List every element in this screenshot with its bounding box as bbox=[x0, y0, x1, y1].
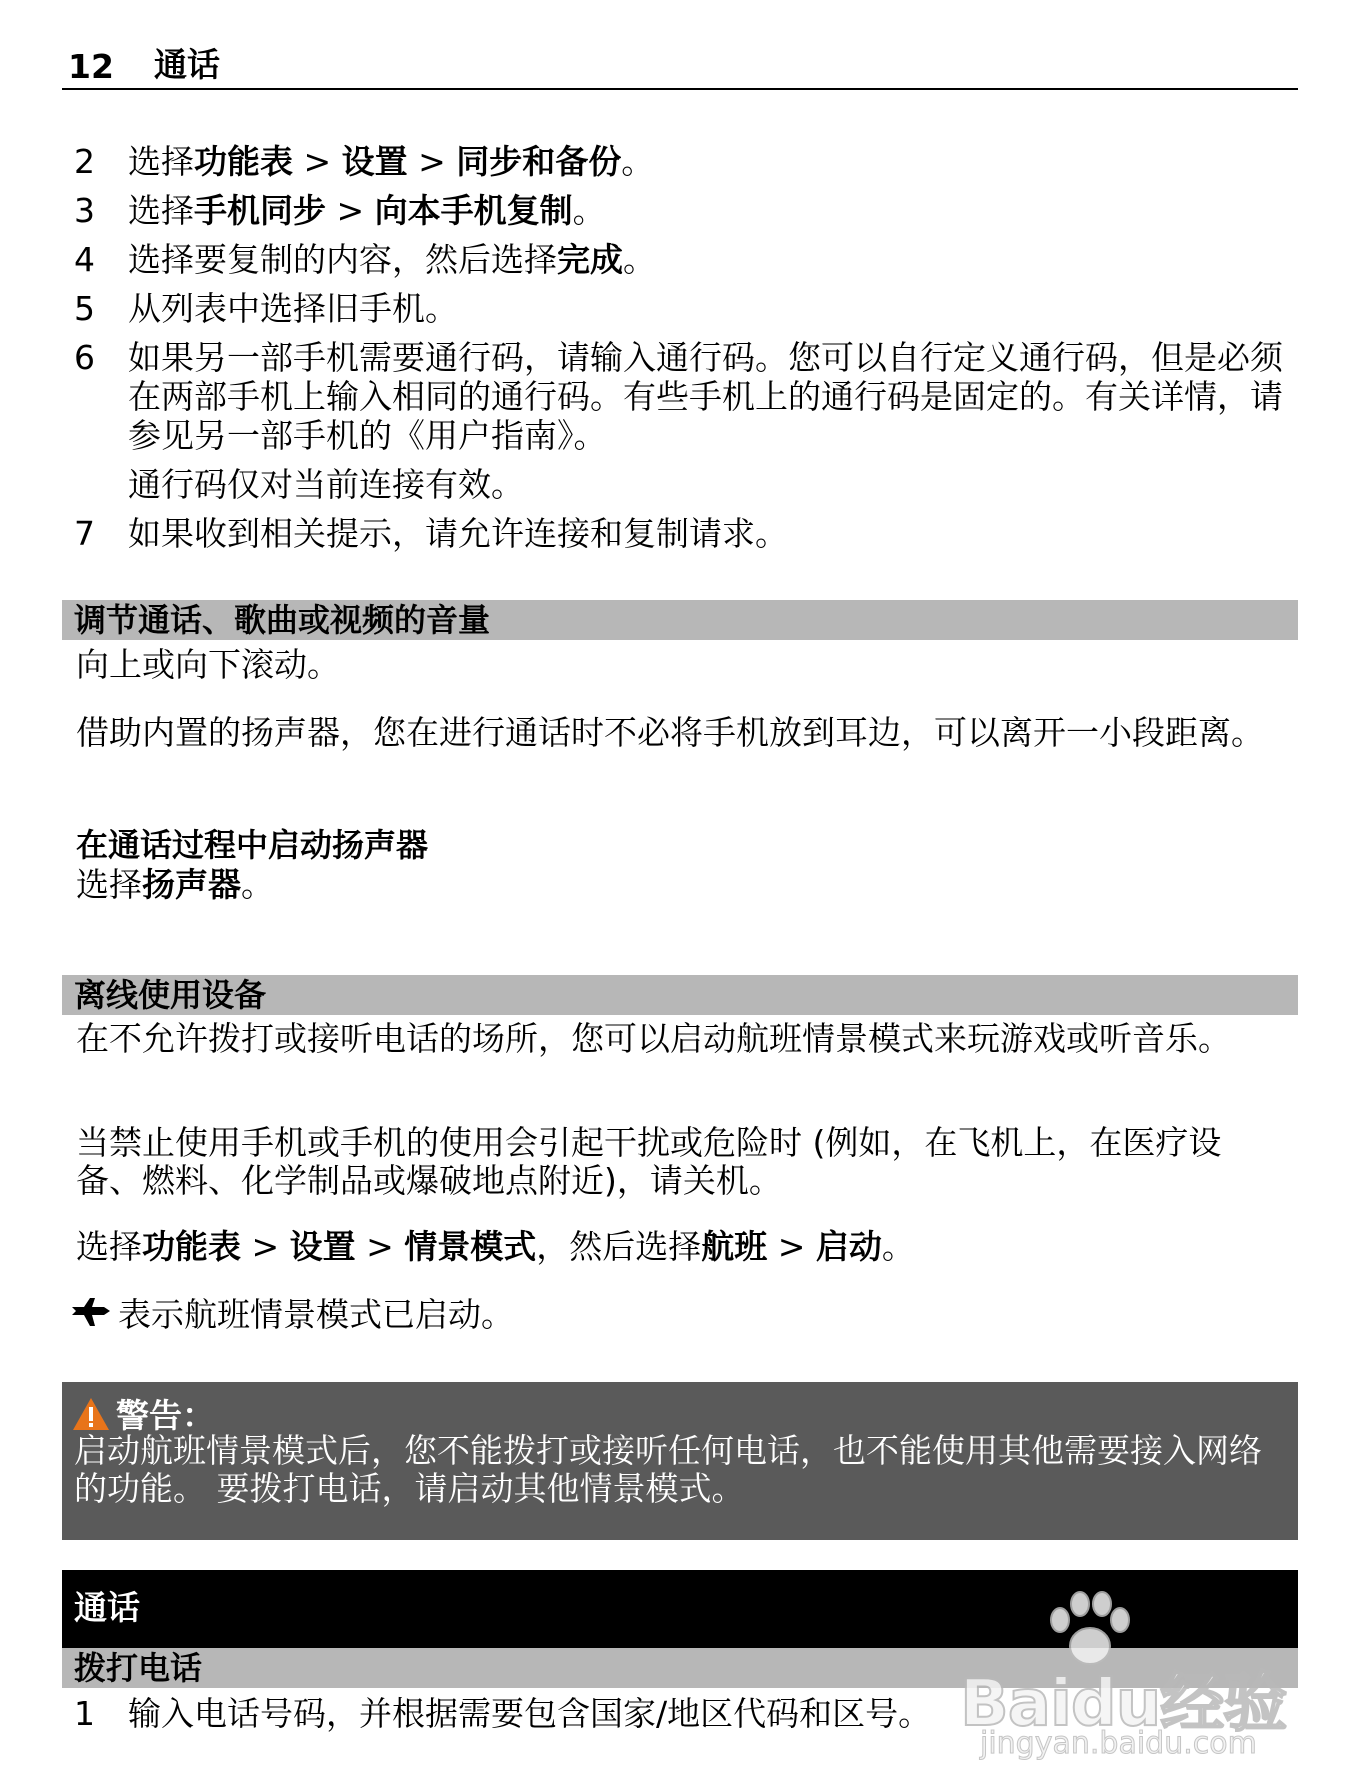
warning-text: 启动航班情景模式后，您不能拨打或接听任何电话，也不能使用其他需要接入网络的功能。 要拨打电话，请启动其他情景模式。 bbox=[74, 1431, 1262, 1508]
page-header bbox=[62, 46, 1298, 90]
step-text: 选择功能表 > 设置 > 同步和备份。 bbox=[128, 142, 655, 181]
airplane-note: 表示航班情景模式已启动。 bbox=[118, 1295, 514, 1334]
step-text: 如果收到相关提示，请允许连接和复制请求。 bbox=[128, 514, 788, 553]
page-number: 12 bbox=[68, 47, 114, 86]
step-body: 如果另一部手机需要通行码，请输入通行码。您可以自行定义通行码，但是必须在两部手机上输入相同的通行码。有些手机上的通行码是固定的。有关详情，请参见另一部手机的《用户指南》。 bbox=[128, 338, 1283, 455]
section-heading-volume bbox=[62, 600, 1298, 640]
warning-label: 警告： bbox=[116, 1396, 215, 1435]
watermark-brand: Baidu经验 bbox=[960, 1667, 1287, 1741]
step-number: 2 bbox=[74, 142, 95, 181]
section-title: 拨打电话 bbox=[74, 1649, 203, 1687]
paragraph: 选择扬声器。 bbox=[76, 865, 274, 904]
list-item bbox=[62, 338, 1298, 504]
step-text: 从列表中选择旧手机。 bbox=[128, 289, 458, 328]
chapter-title: 通话 bbox=[74, 1588, 140, 1627]
warning-triangle-icon bbox=[72, 1396, 110, 1432]
steps-list bbox=[62, 142, 1298, 563]
section-heading-offline bbox=[62, 975, 1298, 1015]
list-item bbox=[62, 142, 1298, 181]
paragraph: 当禁止使用手机或手机的使用会引起干扰或危险时 (例如，在飞机上，在医疗设备、燃料、化学制品或爆破地点附近)，请关机。 bbox=[76, 1123, 1222, 1200]
step-text: 输入电话号码，并根据需要包含国家/地区代码和区号。 bbox=[128, 1694, 932, 1733]
list-item bbox=[62, 289, 1298, 328]
step-number: 5 bbox=[74, 289, 95, 328]
paragraph: 向上或向下滚动。 bbox=[76, 645, 340, 684]
step-text: 选择手机同步 > 向本手机复制。 bbox=[128, 191, 606, 230]
airplane-icon bbox=[70, 1296, 112, 1330]
warning-box bbox=[62, 1382, 1298, 1540]
step-text bbox=[128, 338, 1298, 504]
step-number: 4 bbox=[74, 240, 95, 279]
warning-title bbox=[72, 1390, 215, 1437]
step-number: 3 bbox=[74, 191, 95, 230]
page-title: 通话 bbox=[154, 45, 220, 84]
section-title: 离线使用设备 bbox=[74, 976, 267, 1014]
subheading: 在通话过程中启动扬声器 bbox=[76, 826, 429, 864]
watermark-url: jingyan.baidu.com bbox=[980, 1726, 1257, 1761]
baidu-watermark bbox=[960, 1590, 1320, 1760]
step-note: 通行码仅对当前连接有效。 bbox=[128, 465, 524, 504]
step-number: 1 bbox=[74, 1694, 95, 1733]
paragraph: 选择功能表 > 设置 > 情景模式，然后选择航班 > 启动。 bbox=[76, 1227, 915, 1266]
list-item bbox=[62, 514, 1298, 553]
paragraph: 在不允许拨打或接听电话的场所，您可以启动航班情景模式来玩游戏或听音乐。 bbox=[76, 1019, 1231, 1058]
step-text: 选择要复制的内容，然后选择完成。 bbox=[128, 240, 656, 279]
step-number: 7 bbox=[74, 514, 95, 553]
paragraph: 借助内置的扬声器，您在进行通话时不必将手机放到耳边，可以离开一小段距离。 bbox=[76, 713, 1264, 752]
paragraph bbox=[70, 1296, 1280, 1334]
step-number: 6 bbox=[74, 338, 95, 377]
list-item bbox=[62, 191, 1298, 230]
section-title: 调节通话、歌曲或视频的音量 bbox=[74, 601, 491, 639]
list-item bbox=[62, 240, 1298, 279]
